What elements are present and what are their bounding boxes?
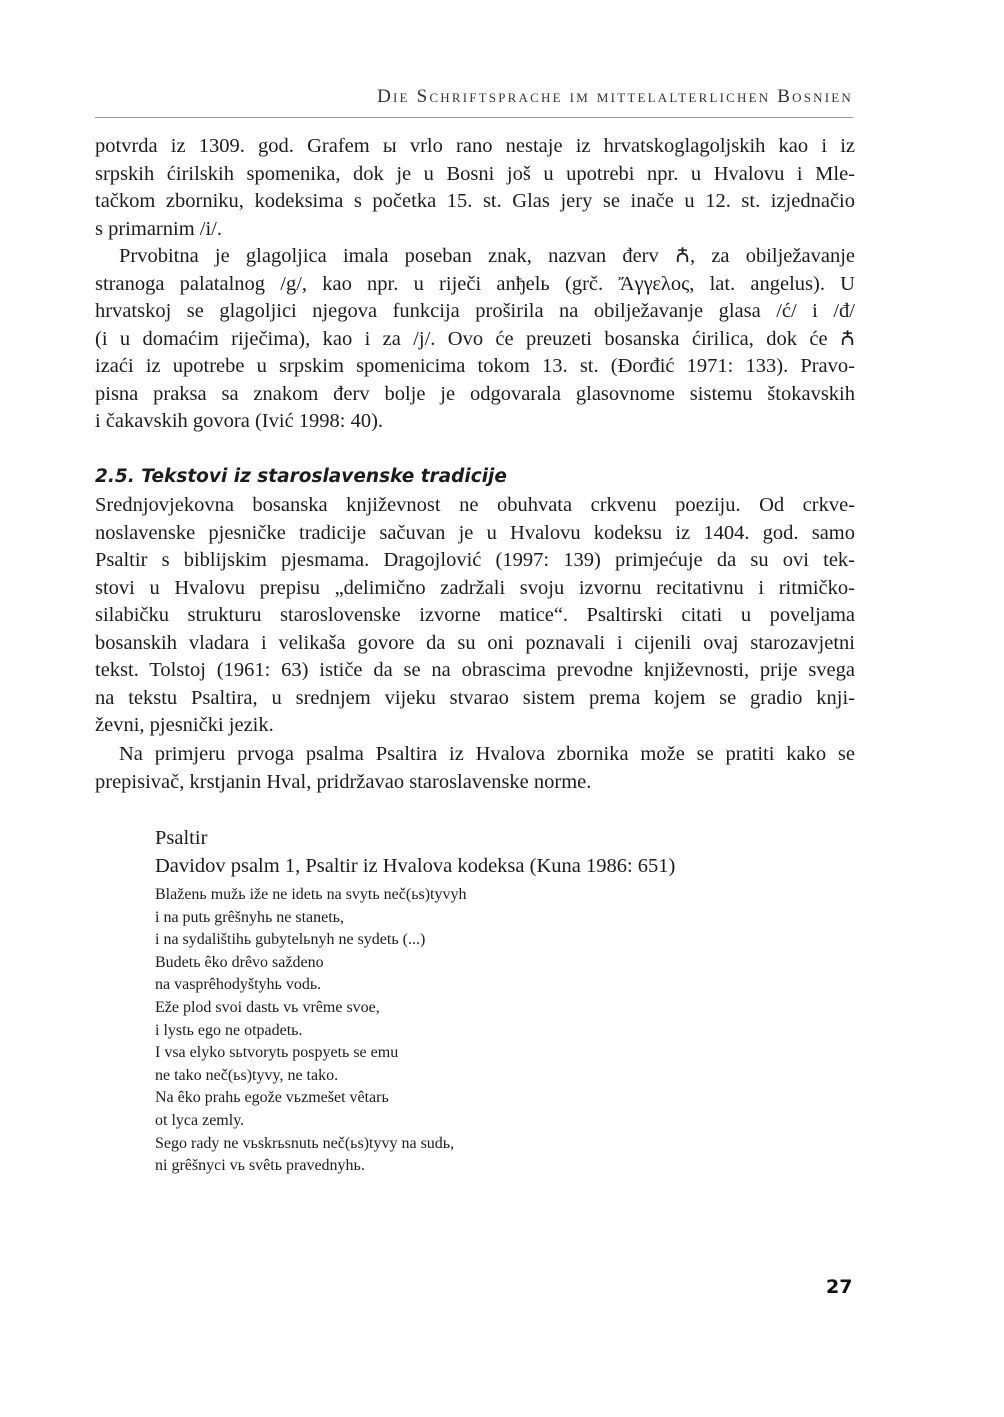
- paragraph-1-text: [95, 133, 855, 243]
- verse-line: i na putь grêšnyhь ne stanetь,: [155, 908, 344, 926]
- running-header: [95, 86, 853, 108]
- paragraph-3-text: [95, 492, 855, 740]
- verse-block: [155, 884, 675, 1178]
- text-line: srpskih ćirilskih spomenika, dok je u Bosni još u upotrebi npr. u Hvalovu i Mle-: [95, 162, 855, 185]
- text-line: ževni, pjesnički jezik.: [95, 714, 274, 736]
- header-rule: [95, 117, 853, 118]
- running-title: Die Schriftsprache im mittelalterlichen Bosnien: [377, 86, 853, 107]
- verse-line: i na sydalištihь gubytelьnyh ne sydetь (...): [155, 931, 426, 949]
- text-line: (i u domaćim riječima), kao i za /j/. Ovo će preuzeti bosanska ćirilica, dok će Ꙉ: [95, 327, 855, 350]
- quote-label: Psaltir: [155, 827, 208, 849]
- verse-line: na vasprêhodyštyhь vodь.: [155, 976, 322, 994]
- text-line: stovi u Hvalovu prepisu „delimično zadržali svoju izvornu recitativnu i ritmičko-: [95, 576, 855, 599]
- text-line: stranoga palatalnog /g/, kao npr. u riječi anђelь (grč. Ἄγγελος, lat. angelus). U: [95, 272, 855, 295]
- text-line: s primarnim /i/.: [95, 217, 222, 240]
- verse-line: Sego rady ne vьskrьsnutь neč(ьs)tyvy na sudь,: [155, 1134, 455, 1152]
- text-line: pisna praksa sa znakom đerv bolje je odgovarala glasovnome sistemu štokavskih: [95, 382, 855, 405]
- verse-line: Eže plod svoi dastь vь vrême svoe,: [155, 998, 380, 1016]
- quote-source: Davidov psalm 1, Psaltir iz Hvalova kodeksa (Kuna 1986: 651): [155, 855, 676, 877]
- text-line: tačkom zborniku, kodeksima s početka 15. st. Glas jery se inače u 12. st. izjednačio: [95, 190, 855, 212]
- text-line: prepisivač, krstjanin Hval, pridržavao staroslavenske norme.: [95, 770, 592, 793]
- text-line: potvrda iz 1309. god. Grafem ы vrlo rano nestaje iz hrvatskoglagoljskih kao i iz: [95, 135, 855, 157]
- paragraph-4-text: [95, 741, 855, 796]
- text-line: Prvobitna je glagoljica imala poseban znak, nazvan đerv Ꙉ, za obilježavanje: [119, 245, 855, 267]
- verse-line: Na êko prahь egože vьzmešet vêtarь: [155, 1089, 389, 1107]
- verse-line: ni grêšnyci vь svêtь pravednyhь.: [155, 1157, 365, 1175]
- text-line: bosanskih vladara i velikaša govore da su oni poznavali i cijenili ovaj starozavjetni: [95, 631, 855, 654]
- text-line: Srednjovjekovna bosanska književnost ne obuhvata crkvenu poeziju. Od crkve-: [95, 494, 855, 516]
- verse-line: ne tako neč(ьs)tyvy, ne tako.: [155, 1066, 339, 1084]
- paragraph-3: [95, 492, 855, 740]
- section-heading: 2.5. Tekstovi iz staroslavenske tradicije: [95, 466, 507, 487]
- verse-line: I vsa elyko sьtvorytь pospyetь se emu: [155, 1044, 399, 1062]
- paragraph-4: [95, 741, 855, 796]
- verse-line: Budetь êko drêvo saždeno: [155, 953, 324, 971]
- verse-line: i lystь ego ne otpadetь.: [155, 1021, 303, 1039]
- paragraph-1: [95, 133, 855, 243]
- text-line: izaći iz upotrebe u srpskim spomenicima tokom 13. st. (Đorđić 1971: 133). Pravo-: [95, 355, 855, 377]
- text-line: i čakavskih govora (Ivić 1998: 40).: [95, 410, 384, 432]
- verse-line: Blaženь mužь iže ne idetь na svytь neč(ьs)tyvyh: [155, 886, 467, 903]
- text-line: Psaltir s biblijskim pjesmama. Dragojlović (1997: 139) primjećuje da su ovi tek-: [95, 549, 855, 571]
- text-line: noslavenske pjesničke tradicije sačuvan je u Hvalovu kodeksu iz 1404. god. samo: [95, 521, 855, 544]
- text-line: tekst. Tolstoj (1961: 63) ističe da se na obrascima prevodne književnosti, prije svega: [95, 659, 855, 681]
- paragraph-2-text: [95, 243, 855, 436]
- verse-line: ot lyca zemly.: [155, 1111, 245, 1129]
- text-line: silabičku strukturu staroslovenske izvorne matice“. Psaltirski citati u poveljama: [95, 604, 855, 626]
- psalm-quotation: [155, 824, 675, 1178]
- page-number: 27: [826, 1276, 853, 1298]
- paragraph-2: [95, 243, 855, 436]
- text-line: Na primjeru prvoga psalma Psaltira iz Hvalova zbornika može se pratiti kako se: [119, 743, 855, 765]
- text-line: na tekstu Psaltira, u srednjem vijeku stvarao sistem prema kojem se gradio knji-: [95, 686, 855, 709]
- text-line: hrvatskoj se glagoljici njegova funkcija proširila na obilježavanje glasa /ć/ i /đ/: [95, 300, 855, 322]
